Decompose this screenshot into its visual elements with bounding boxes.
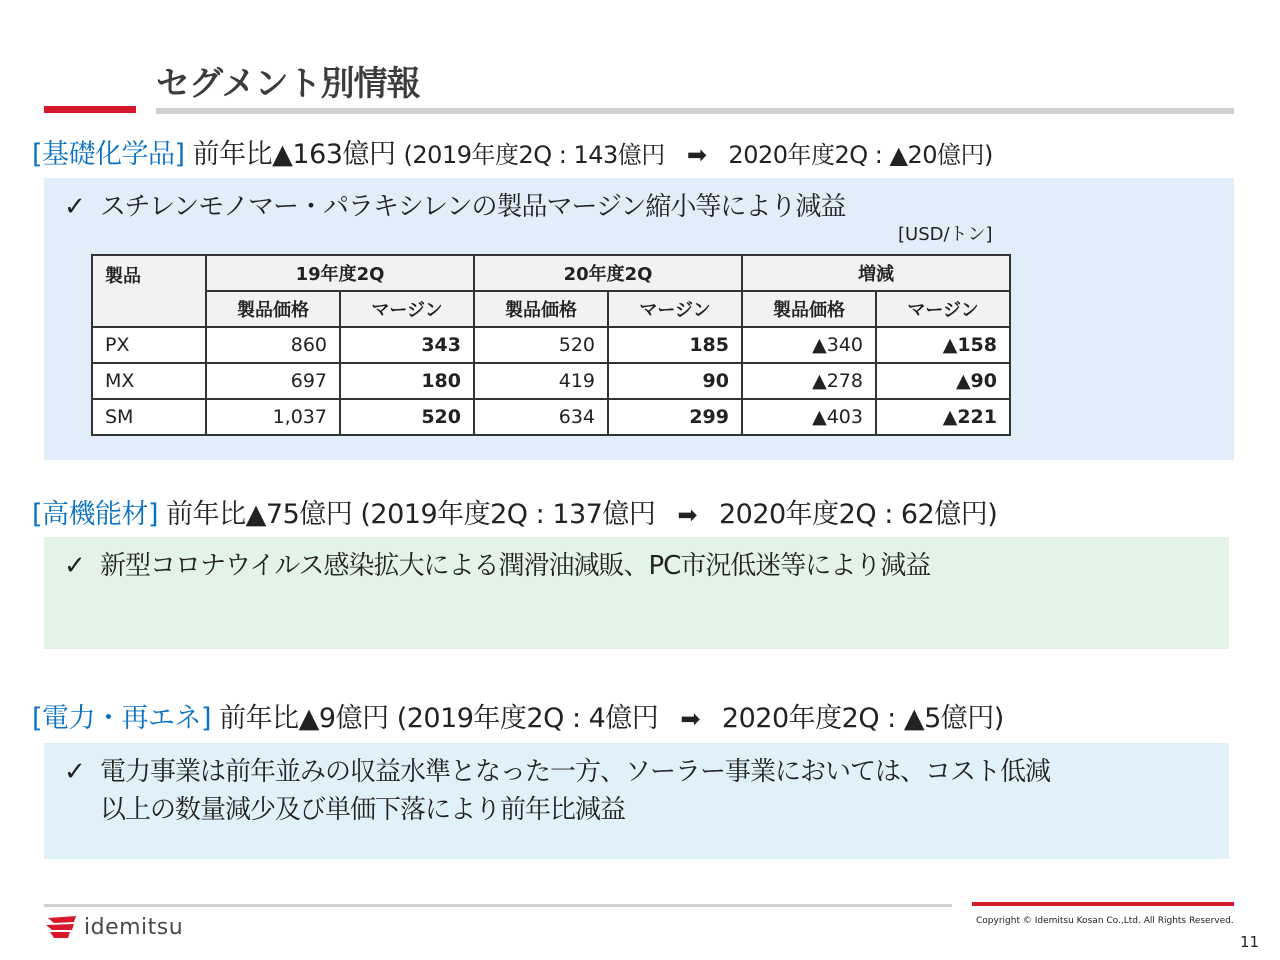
table-subheader-row bbox=[92, 291, 1010, 327]
section-detail-prev: (2019年度2Q : 137億円 bbox=[360, 499, 656, 530]
table-cell: 520 bbox=[340, 399, 474, 435]
section-detail-prev: (2019年度2Q : 143億円 bbox=[403, 141, 665, 169]
bullet-text-line1: 電力事業は前年並みの収益水準となった一方、ソーラー事業においては、コスト低減 bbox=[100, 757, 1051, 787]
section-heading-basic-chemicals bbox=[32, 132, 993, 171]
section-summary: 前年比▲9億円 bbox=[211, 703, 397, 734]
functional-materials-panel bbox=[44, 537, 1229, 649]
row-label: MX bbox=[92, 363, 206, 399]
footer-divider bbox=[44, 904, 952, 907]
section-detail-curr: 2020年度2Q : ▲20億円) bbox=[728, 141, 993, 169]
section-detail-curr: 2020年度2Q : ▲5億円) bbox=[721, 703, 1004, 734]
right-arrow-icon: ➡ bbox=[680, 705, 700, 733]
page-number: 11 bbox=[1240, 933, 1260, 951]
basic-chemicals-panel bbox=[44, 178, 1234, 460]
section-detail-prev: (2019年度2Q : 4億円 bbox=[396, 703, 659, 734]
check-icon: ✓ bbox=[64, 551, 85, 581]
section-heading-functional-materials bbox=[32, 492, 997, 531]
copyright-text: Copyright © Idemitsu Kosan Co.,Ltd. All Rights Reserved. bbox=[976, 916, 1234, 926]
section-label: [高機能材] bbox=[32, 499, 159, 530]
row-label: SM bbox=[92, 399, 206, 435]
bullet-item bbox=[64, 547, 930, 585]
company-logo bbox=[44, 914, 183, 940]
right-arrow-icon: ➡ bbox=[677, 501, 697, 529]
table-group-header-row bbox=[92, 255, 1010, 291]
bullet-text-line2: 以上の数量減少及び単価下落により前年比減益 bbox=[100, 795, 626, 825]
column-header: マージン bbox=[876, 291, 1010, 327]
column-header: 製品価格 bbox=[742, 291, 876, 327]
section-label: [電力・再エネ] bbox=[32, 703, 212, 734]
table-cell: 90 bbox=[608, 363, 742, 399]
unit-label: [USD/トン] bbox=[898, 224, 993, 245]
table-cell: ▲158 bbox=[876, 327, 1010, 363]
table-cell: ▲90 bbox=[876, 363, 1010, 399]
bullet-text: 新型コロナウイルス感染拡大による潤滑油減販、PC市況低迷等により減益 bbox=[100, 551, 931, 581]
right-arrow-icon: ➡ bbox=[686, 141, 707, 169]
table-row bbox=[92, 399, 1010, 435]
table-row bbox=[92, 327, 1010, 363]
table-cell: 634 bbox=[474, 399, 608, 435]
column-group-header: 20年度2Q bbox=[474, 255, 742, 291]
table-cell: 180 bbox=[340, 363, 474, 399]
table-cell: 697 bbox=[206, 363, 340, 399]
table-cell: 343 bbox=[340, 327, 474, 363]
check-icon: ✓ bbox=[64, 192, 85, 222]
check-icon: ✓ bbox=[64, 757, 85, 787]
bullet-text: スチレンモノマー・パラキシレンの製品マージン縮小等により減益 bbox=[100, 192, 846, 222]
column-group-header: 19年度2Q bbox=[206, 255, 474, 291]
logo-text: idemitsu bbox=[84, 914, 184, 940]
section-summary: 前年比▲163億円 bbox=[184, 139, 404, 170]
table-cell: ▲403 bbox=[742, 399, 876, 435]
table-corner-header: 製品 bbox=[92, 255, 206, 327]
table-cell: 419 bbox=[474, 363, 608, 399]
column-header: マージン bbox=[608, 291, 742, 327]
section-detail-curr: 2020年度2Q : 62億円) bbox=[718, 499, 998, 530]
margin-table bbox=[91, 254, 1011, 436]
section-summary: 前年比▲75億円 bbox=[158, 499, 361, 530]
table-cell: 520 bbox=[474, 327, 608, 363]
table-cell: 299 bbox=[608, 399, 742, 435]
table-cell: ▲340 bbox=[742, 327, 876, 363]
section-label: [基礎化学品] bbox=[32, 139, 185, 170]
table-cell: 1,037 bbox=[206, 399, 340, 435]
table-cell: 185 bbox=[608, 327, 742, 363]
column-header: 製品価格 bbox=[474, 291, 608, 327]
idemitsu-logo-icon bbox=[44, 914, 80, 940]
row-label: PX bbox=[92, 327, 206, 363]
column-group-header: 増減 bbox=[742, 255, 1010, 291]
table-row bbox=[92, 363, 1010, 399]
footer-accent-bar bbox=[972, 902, 1234, 906]
column-header: 製品価格 bbox=[206, 291, 340, 327]
title-underline bbox=[156, 108, 1234, 114]
bullet-item bbox=[64, 188, 845, 226]
table-cell: ▲278 bbox=[742, 363, 876, 399]
power-renewables-panel bbox=[44, 743, 1229, 859]
bullet-item bbox=[64, 753, 1050, 829]
table-cell: 860 bbox=[206, 327, 340, 363]
section-heading-power-renewables bbox=[32, 696, 1004, 735]
page-title: セグメント別情報 bbox=[156, 64, 420, 104]
column-header: マージン bbox=[340, 291, 474, 327]
table-cell: ▲221 bbox=[876, 399, 1010, 435]
title-accent-bar bbox=[44, 106, 136, 113]
